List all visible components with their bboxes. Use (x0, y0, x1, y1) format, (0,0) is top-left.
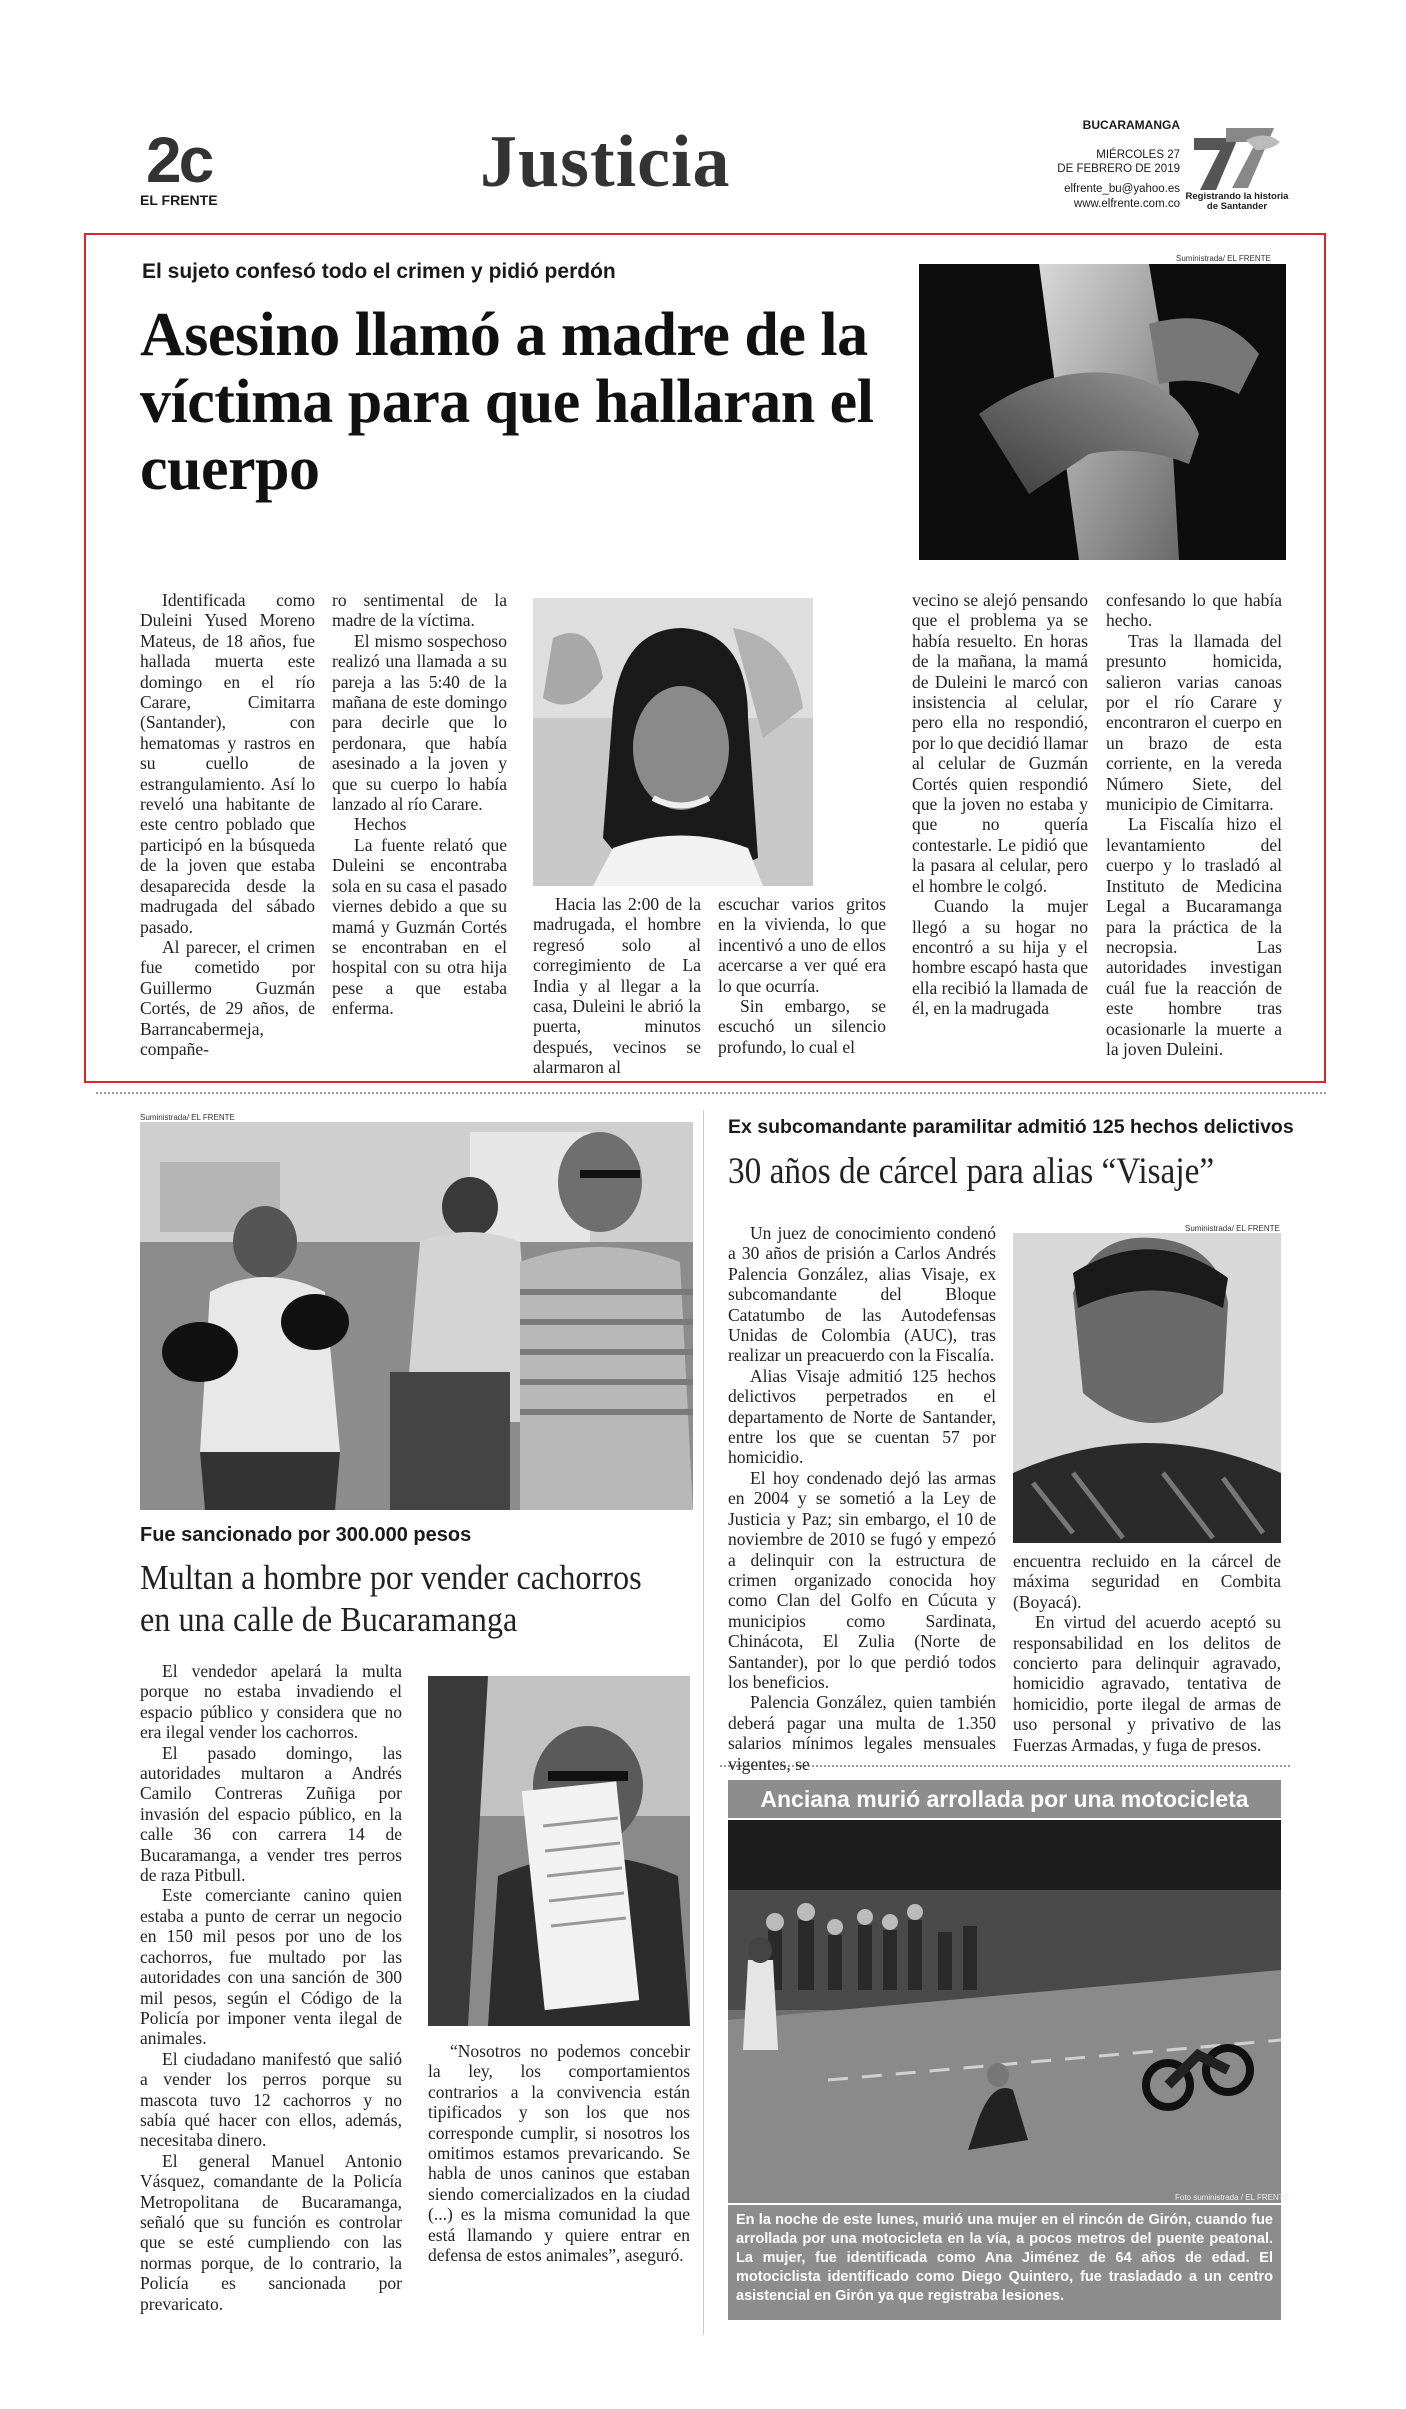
victim-photo (533, 598, 813, 886)
hands-photo (919, 264, 1286, 560)
dotted-separator (96, 1092, 1326, 1094)
accident-photo (728, 1820, 1281, 2203)
visaje-kicker: Ex subcomandante paramilitar admitió 125 hechos delictivos (728, 1116, 1294, 1138)
paragraph: vecino se alejó pensando que el problema ya se había resuelto. En horas de la mañana, la mamá de Duleini le marcó con insistencia al celular, pero ella no respondió, por lo que decidió llamar al celular de Guzmán Cortés quien respondió que la joven no estaba y que no quería contestarle. Le pidió que la pasara al celular, pero el hombre le colgó. (912, 590, 1088, 896)
paragraph: Al parecer, el crimen fue cometido por Guillermo Guzmán Cortés, de 29 años, de Barrancabermeja, compañe- (140, 936, 315, 1059)
accident-photo-credit: Foto suministrada / EL FRENTE (1175, 2193, 1289, 2202)
visaje-col-2 (1013, 1551, 1281, 1755)
main-headline: Asesino llamó a madre de la víctima para que hallaran el cuerpo (140, 301, 874, 503)
visaje-col-1 (728, 1223, 996, 1774)
paragraph: Tras la llamada del presunto homicida, salieron varias canoas por el río Carare y encontraron el cuerpo en un brazo de esta corriente, en la vereda Número Siete, del municipio de Cimitarra. (1106, 630, 1282, 815)
main-col-4 (718, 894, 886, 1057)
logo-tagline: Registrando la historia de Santander (1185, 191, 1289, 212)
visaje-photo-credit: Suministrada/ EL FRENTE (1185, 1224, 1280, 1233)
paragraph: ro sentimental de la madre de la víctima. (332, 590, 507, 631)
visaje-photo (1013, 1233, 1281, 1543)
column-rule (703, 1110, 704, 2335)
puppies-photo-credit: Suministrada/ EL FRENTE (140, 1113, 235, 1122)
puppies-col-1 (140, 1661, 402, 2314)
main-kicker: El sujeto confesó todo el crimen y pidió perdón (142, 260, 616, 283)
paragraph: Hacia las 2:00 de la madrugada, el hombre regresó solo al corregimiento de La India y al llegar a la casa, Duleini le abrió la puerta, minutos después, vecinos se alarmaron al (533, 894, 701, 1078)
main-col-1 (140, 590, 315, 1059)
page-number: 2c (146, 124, 212, 196)
header-website[interactable]: www.elfrente.com.co (1073, 198, 1180, 210)
paragraph: Sin embargo, se escuchó un silencio profundo, lo cual el (718, 996, 886, 1057)
puppies-headline: Multan a hombre por vender cachorros en una calle de Bucaramanga (140, 1558, 642, 1639)
main-col-2 (332, 590, 507, 1019)
paragraph: confesando lo que había hecho. (1106, 590, 1282, 631)
header-date-1: MIÉRCOLES 27 (1096, 149, 1180, 161)
paragraph: En virtud del acuerdo aceptó su responsabilidad en los delitos de concierto para delinquir agravado, homicidio agravado, tentativa de homicidio, porte ilegal de armas de uso personal y privativo de las Fuerzas Armadas, y fuga de presos. (1013, 1612, 1281, 1755)
quote-paragraph: “Nosotros no podemos concebir la ley, los comportamientos contrarios a la convivencia están tipificados y son los que nos corresponde cumplir, si nosotros los omitimos estamos prevaricando. Se habla de unos caninos que estaban siendo comercializados en la ciudad (...) es la misma comunidad la que está llamando y quiere entrar en defensa de estos animales”, aseguró. (428, 2041, 690, 2266)
puppies-kicker: Fue sancionado por 300.000 pesos (140, 1524, 472, 1546)
paragraph: encuentra recluido en la cárcel de máxima seguridad en Combita (Boyacá). (1013, 1551, 1281, 1612)
main-col-5 (912, 590, 1088, 1019)
fined-man-photo (428, 1676, 690, 2026)
paragraph: El general Manuel Antonio Vásquez, comandante de la Policía Metropolitana de Bucaramanga, señaló que su función es controlar que se esté cumpliendo con las normas porque, de lo contrario, la Policía es sancionada por prevaricato. (140, 2150, 402, 2314)
puppies-col-2 (428, 2041, 690, 2265)
paragraph: El hoy condenado dejó las armas en 2004 y se sometió a la Ley de Justicia y Paz; sin embargo, el 10 de noviembre de 2010 se fugó y empezó a delinquir con la estructura de crimen organizado conocida hoy como Clan del Golfo en Cúcuta y municipios como Sardinata, Chinácota, El Zulia (Norte de Santander), por lo que perdió todos los beneficios. (728, 1467, 996, 1692)
paragraph: Cuando la mujer llegó a su hogar no encontró a su hija y el hombre escapó hasta que ella recibió la llamada de él, en la madrugada (912, 896, 1088, 1019)
accident-caption: En la noche de este lunes, murió una mujer en el rincón de Girón, cuando fue arrollada por una motocicleta en la vía, a pocos metros del puente peatonal. La mujer, fue identificada como Ana Jiménez de 64 años de edad. El motociclista identificado como Diego Quintero, fue trasladado a un centro asistencial en Girón ya que registraba lesiones. (728, 2205, 1281, 2320)
paragraph: El ciudadano manifestó que salió a vender los perros porque su mascota tuvo 12 cachorros y no sabía qué hacer con ellos, además, necesitaba dinero. (140, 2048, 402, 2151)
main-photo-credit: Suministrada/ EL FRENTE (1176, 254, 1271, 263)
paragraph: Alias Visaje admitió 125 hechos delictivos perpetrados en el departamento de Norte de Santander, entre los que se cuentan 57 por homicidio. (728, 1365, 996, 1468)
paragraph: El vendedor apelará la multa porque no estaba invadiendo el espacio público y considera que no era ilegal vender los cachorros. (140, 1661, 402, 1743)
main-col-6 (1106, 590, 1282, 1059)
paragraph: Palencia González, quien también deberá pagar una multa de 1.350 salarios mínimos legales mensuales vigentes, se (728, 1692, 996, 1774)
header-email[interactable]: elfrente_bu@yahoo.es (1064, 183, 1180, 195)
puppies-photo (140, 1122, 693, 1510)
main-col-3 (533, 894, 701, 1078)
header-city: BUCARAMANGA (1082, 118, 1180, 132)
paragraph: Este comerciante canino quien estaba a punto de cerrar un negocio en 150 mil pesos por uno de los cachorros, fue multado por las autoridades con una sanción de 300 mil pesos, según el Código de la Policía por imponer venta ilegal de animales. (140, 1885, 402, 2049)
paragraph: Identificada como Duleini Yused Moreno Mateus, de 18 años, fue hallada muerta este domingo en el río Carare, Cimitarra (Santander), con hematomas y rastros en su cuello de estrangulamiento. Así lo reveló una habitante de este centro poblado que participó en la búsqueda de la joven que estaba desaparecida desde la madrugada del sábado pasado. (140, 590, 315, 937)
brand-small: EL FRENTE (140, 192, 218, 208)
paragraph: El pasado domingo, las autoridades multaron a Andrés Camilo Contreras Zuñiga por invasión del espacio público, en la calle 36 con carrera 14 de Bucaramanga, a vender tres perros de raza Pitbull. (140, 1742, 402, 1886)
subhead: Hechos (354, 814, 407, 835)
visaje-headline: 30 años de cárcel para alias “Visaje” (728, 1151, 1215, 1192)
anciana-headline-bar: Anciana murió arrollada por una motocicleta (728, 1780, 1281, 1818)
paragraph: Un juez de conocimiento condenó a 30 años de prisión a Carlos Andrés Palencia González, alias Visaje, ex subcomandante del Bloque Catatumbo de las Autodefensas Unidas de Colombia (AUC), tras realizar un preacuerdo con la Fiscalía. (728, 1223, 996, 1366)
paragraph: La Fiscalía hizo el levantamiento del cuerpo y lo trasladó al Instituto de Medicina Legal a Bucaramanga para la práctica de la necropsia. Las autoridades investigan cuál fue la reacción de este hombre tras ocasionarle la muerte a la joven Duleini. (1106, 814, 1282, 1059)
header-date-2: DE FEBRERO DE 2019 (1057, 163, 1180, 175)
paragraph: escuchar varios gritos en la vivienda, lo que incentivó a uno de ellos acercarse a ver qué era lo que ocurría. (718, 894, 886, 996)
section-title: Justicia (480, 121, 731, 203)
paragraph: La fuente relató que Duleini se encontraba sola en su casa el pasado viernes debido a que su mamá y Guzmán Cortés se encontraban en el hospital con su otra hija pese a que estaba enferma. (332, 834, 507, 1019)
paragraph: El mismo sospechoso realizó una llamada a su pareja a las 5:40 de la mañana de este domingo para decirle que lo perdonara, que había asesinado a la joven y que su cuerpo lo había lanzado al río Carare. (332, 630, 507, 815)
